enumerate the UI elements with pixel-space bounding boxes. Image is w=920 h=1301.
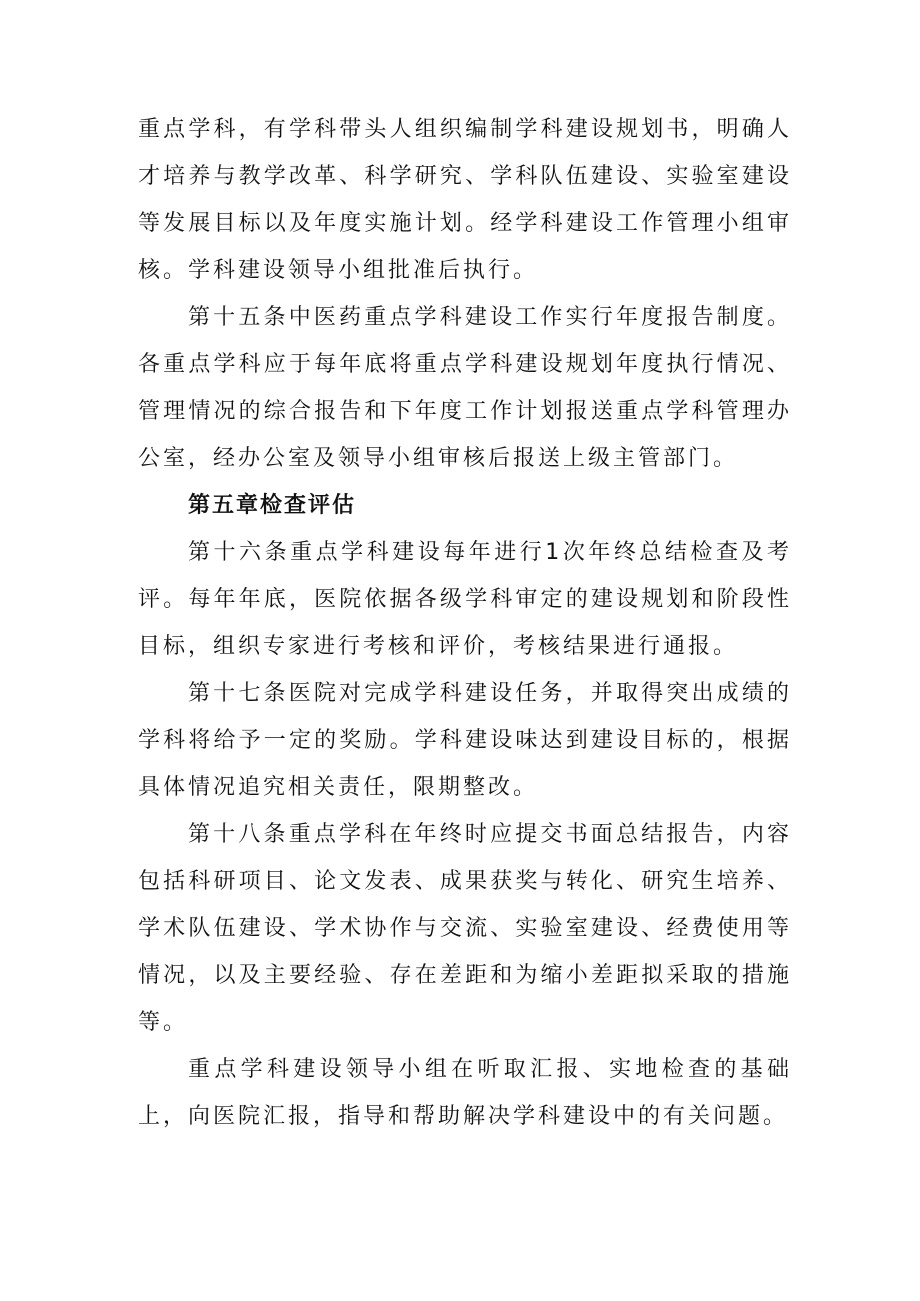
paragraph-article-16: 第十六条重点学科建设每年进行1次年终总结检查及考评。每年年底，医院依据各级学科审定的建设规划和阶段性目标，组织专家进行考核和评价，考核结果进行通报。: [138, 540, 792, 659]
paragraph-article-15: 第十五条中医药重点学科建设工作实行年度报告制度。各重点学科应于每年底将重点学科建设规划年度执行情况、管理情况的综合报告和下年度工作计划报送重点学科管理办公室，经办公室及领导小组审核后报送上级主管部门。: [138, 305, 792, 471]
paragraph-article-18: 第十八条重点学科在年终时应提交书面总结报告，内容包括科研项目、论文发表、成果获奖与转化、研究生培养、学术队伍建设、学术协作与交流、实验室建设、经费使用等情况，以及主要经验、存在差距和为缩小差距拟采取的措施等。: [138, 822, 792, 1035]
paragraph-article-17: 第十七条医院对完成学科建设任务，并取得突出成绩的学科将给予一定的奖励。学科建设味达到建设目标的，根据具体情况追究相关责任，限期整改。: [138, 681, 792, 800]
paragraph-continuation: 重点学科，有学科带头人组织编制学科建设规划书，明确人才培养与教学改革、科学研究、学科队伍建设、实验室建设等发展目标以及年度实施计划。经学科建设工作管理小组审核。学科建设领导小组批准后执行。: [138, 117, 792, 283]
chapter-heading: 第五章检查评估: [188, 493, 357, 518]
paragraph-leadership-group: 重点学科建设领导小组在听取汇报、实地检查的基础上，向医院汇报，指导和帮助解决学科建设中的有关问题。: [138, 1057, 792, 1129]
document-body: [138, 106, 792, 1140]
